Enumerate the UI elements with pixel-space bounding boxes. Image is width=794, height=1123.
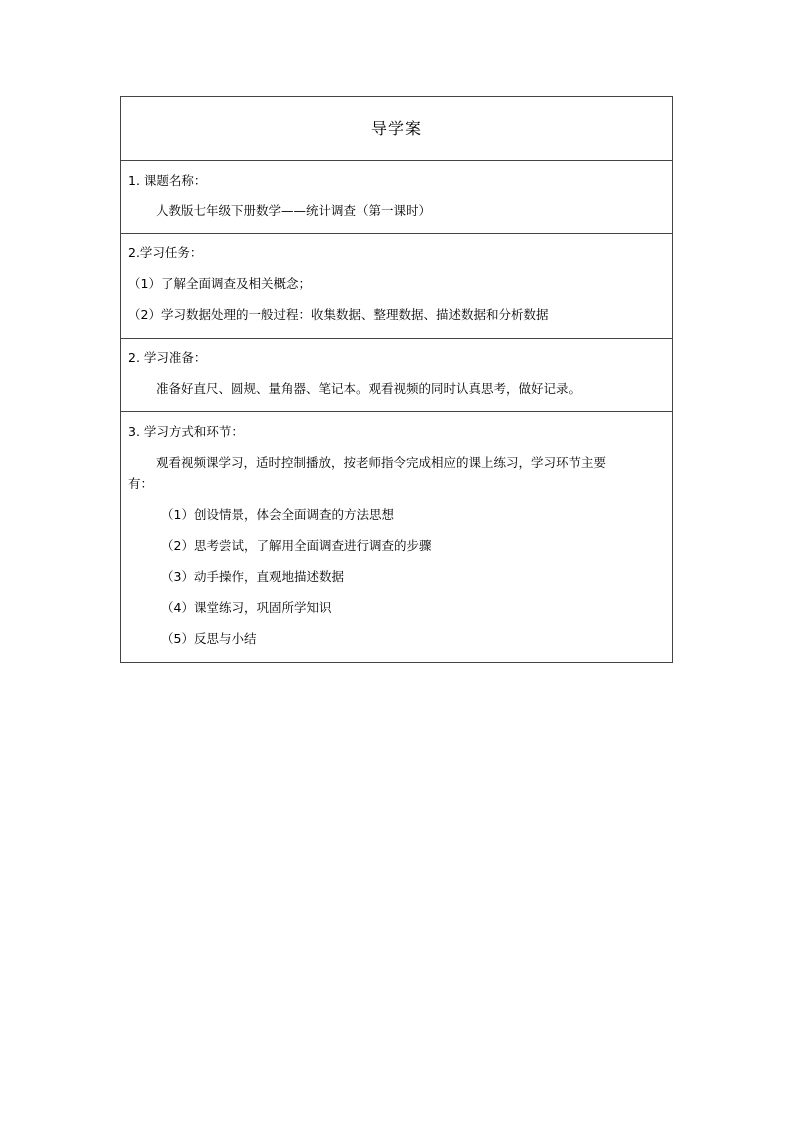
section-heading: 1. 课题名称： (128, 173, 207, 188)
section-heading: 3. 学习方式和环节： (128, 424, 244, 439)
step-item: （2）思考尝试，了解用全面调查进行调查的步骤 (161, 538, 432, 553)
section-topic (121, 160, 672, 233)
guide-table (120, 96, 673, 663)
section-heading: 2. 学习准备： (128, 350, 207, 365)
methods-paragraph-line1: 观看视频课学习，适时控制播放，按老师指令完成相应的课上练习，学习环节主要 (156, 455, 607, 470)
methods-paragraph-line2: 有： (128, 476, 154, 491)
section-methods (121, 411, 672, 662)
document-title: 导学案 (370, 119, 422, 138)
section-tasks (121, 233, 672, 338)
title-row (121, 97, 672, 160)
section-preparation (121, 338, 672, 411)
step-item: （1）创设情景，体会全面调查的方法思想 (161, 507, 394, 522)
step-item: （3）动手操作，直观地描述数据 (161, 569, 344, 584)
section-heading: 2.学习任务： (128, 245, 203, 260)
topic-name: 人教版七年级下册数学——统计调查（第一课时） (156, 203, 432, 218)
step-item: （5）反思与小结 (161, 631, 257, 646)
preparation-text: 准备好直尺、圆规、量角器、笔记本。观看视频的同时认真思考，做好记录。 (156, 381, 582, 396)
step-item: （4）课堂练习，巩固所学知识 (161, 600, 332, 615)
task-item: （2）学习数据处理的一般过程：收集数据、整理数据、描述数据和分析数据 (128, 307, 549, 322)
task-item: （1）了解全面调查及相关概念； (128, 276, 311, 291)
